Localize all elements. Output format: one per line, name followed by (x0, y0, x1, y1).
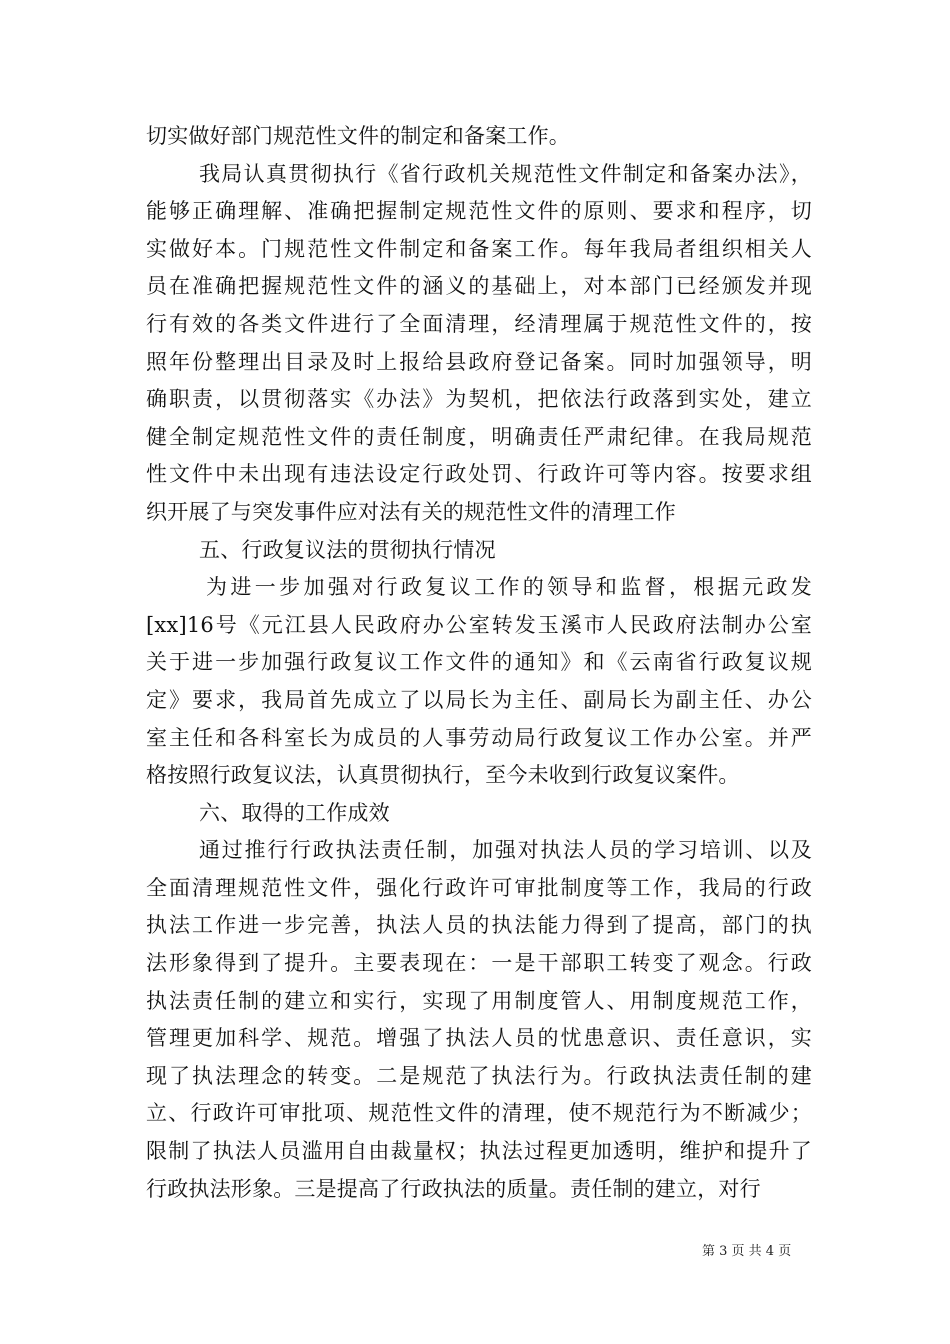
text-line: 为进一步加强对行政复议工作的领导和监督，根据元政发 (206, 575, 812, 600)
paragraph (146, 118, 812, 156)
text-line: 限制了执法人员滥用自由裁量权；执法过程更加透明，维护和提升了 (146, 1139, 812, 1164)
text-line: 切实做好部门规范性文件的制定和备案工作。 (146, 124, 570, 148)
text-line: 行政执法形象。三是提高了行政执法的质量。责任制的建立，对行 (146, 1176, 761, 1201)
text-line: 织开展了与突发事件应对法有关的规范性文件的清理工作 (146, 499, 676, 524)
text-line: 五、行政复议法的贯彻执行情况 (199, 537, 496, 562)
text-line: 健全制定规范性文件的责任制度，明确责任严肃纪律。在我局规范 (146, 424, 812, 449)
paragraph (146, 156, 812, 532)
text-line: 现了执法理念的转变。二是规范了执法行为。行政执法责任制的建 (146, 1063, 812, 1088)
text-line: 员在准确把握规范性文件的涵义的基础上，对本部门已经颁发并现 (146, 274, 812, 299)
text-line: 室主任和各科室长为成员的人事劳动局行政复议工作办公室。并严 (146, 725, 812, 750)
text-line: 执法责任制的建立和实行，实现了用制度管人、用制度规范工作， (146, 988, 812, 1013)
text-line: 通过推行行政执法责任制，加强对执法人员的学习培训、以及 (199, 838, 812, 863)
section-heading (146, 532, 812, 570)
text-line: 管理更加科学、规范。增强了执法人员的忧患意识、责任意识，实 (146, 1026, 812, 1051)
page-number-footer: 第 3 页 共 4 页 (702, 1244, 792, 1259)
paragraph (146, 569, 812, 795)
text-line: 实做好本。门规范性文件制定和备案工作。每年我局者组织相关人 (146, 236, 812, 261)
text-line: 行有效的各类文件进行了全面清理，经清理属于规范性文件的，按 (146, 311, 812, 336)
text-line: 六、取得的工作成效 (199, 800, 390, 825)
text-line: 照年份整理出目录及时上报给县政府登记备案。同时加强领导，明 (146, 349, 812, 374)
text-line: 立、行政许可审批项、规范性文件的清理，使不规范行为不断减少； (146, 1101, 812, 1126)
text-line: [xx]16号《元江县人民政府办公室转发玉溪市人民政府法制办公室 (146, 612, 812, 637)
text-line: 定》要求，我局首先成立了以局长为主任、副局长为副主任、办公 (146, 687, 812, 712)
text-line: 能够正确理解、准确把握制定规范性文件的原则、要求和程序，切 (146, 199, 812, 224)
text-line: 关于进一步加强行政复议工作文件的通知》和《云南省行政复议规 (146, 650, 812, 675)
text-line: 执法工作进一步完善，执法人员的执法能力得到了提高，部门的执 (146, 913, 812, 938)
text-line: 法形象得到了提升。主要表现在：一是干部职工转变了观念。行政 (146, 951, 812, 976)
text-line: 格按照行政复议法，认真贯彻执行，至今未收到行政复议案件。 (146, 763, 740, 788)
text-line: 全面清理规范性文件，强化行政许可审批制度等工作，我局的行政 (146, 875, 812, 900)
body-text (146, 118, 812, 1208)
section-heading (146, 795, 812, 833)
paragraph (146, 832, 812, 1208)
text-line: 性文件中未出现有违法设定行政处罚、行政许可等内容。按要求组 (146, 462, 812, 487)
text-line: 确职责，以贯彻落实《办法》为契机，把依法行政落到实处，建立 (146, 387, 812, 412)
text-line: 我局认真贯彻执行《省行政机关规范性文件制定和备案办法》， (199, 161, 812, 186)
